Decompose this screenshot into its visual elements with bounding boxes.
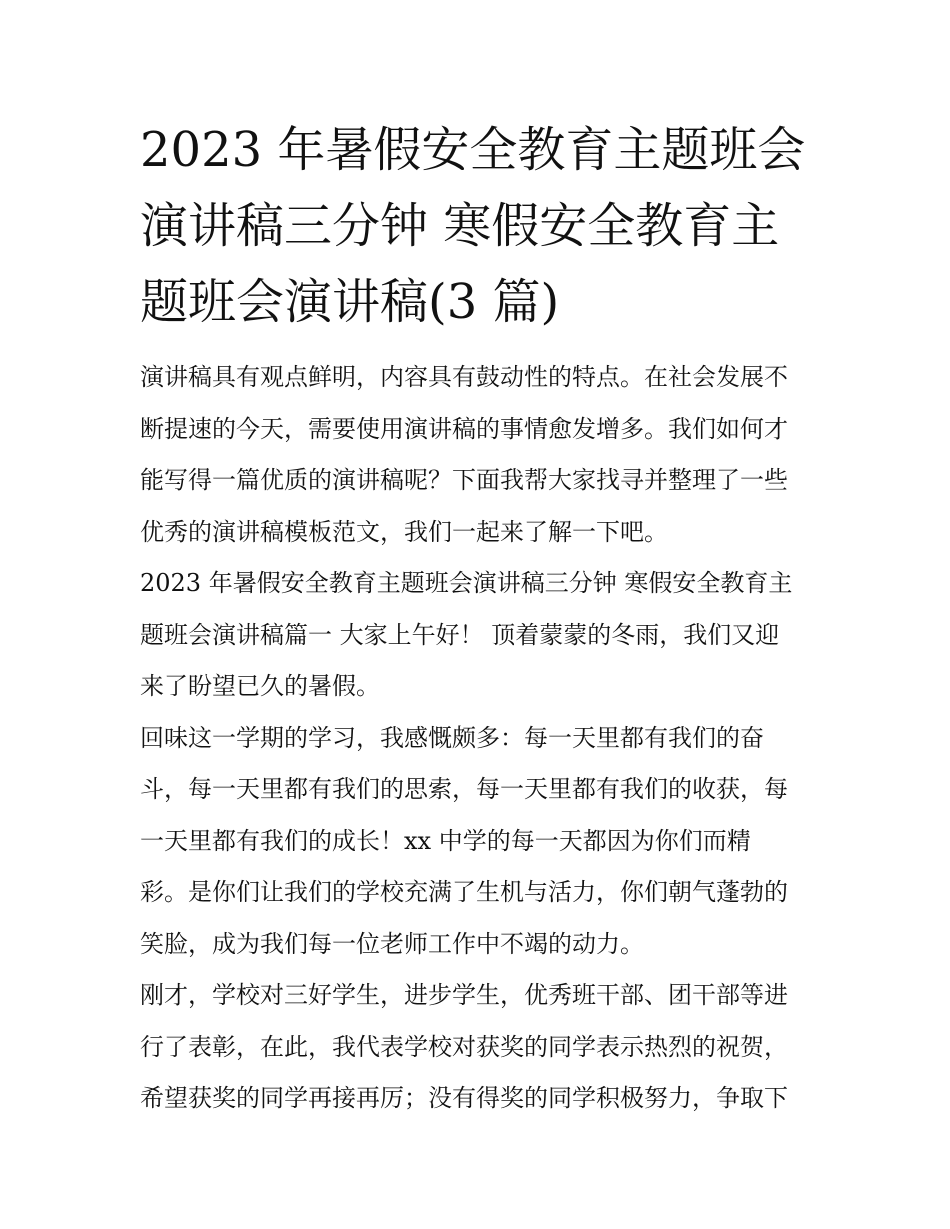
body-line: 笑脸，成为我们每一位老师工作中不竭的动力。 xyxy=(140,929,644,958)
body-line: 回味这一学期的学习，我感慨颇多：每一天里都有我们的奋 xyxy=(140,723,764,752)
body-line: 演讲稿具有观点鲜明，内容具有鼓动性的特点。在社会发展不 xyxy=(140,363,788,391)
body-line: 2023 年暑假安全教育主题班会演讲稿三分钟 寒假安全教育主 xyxy=(140,569,793,597)
body-line: 一天里都有我们的成长！xx 中学的每一天都因为你们而精 xyxy=(140,826,751,855)
body-line: 优秀的演讲稿模板范文，我们一起来了解一下吧。 xyxy=(140,517,668,546)
document-body xyxy=(140,352,820,1125)
body-line: 刚才，学校对三好学生，进步学生，优秀班干部、团干部等进 xyxy=(140,981,788,1009)
document-title xyxy=(140,112,820,340)
title-line-3: 题班会演讲稿(3 篇) xyxy=(140,274,560,330)
body-line: 斗，每一天里都有我们的思索，每一天里都有我们的收获，每 xyxy=(140,775,788,803)
body-line: 行了表彰，在此，我代表学校对获奖的同学表示热烈的祝贺， xyxy=(140,1032,788,1061)
title-line-1: 2023 年暑假安全教育主题班会 xyxy=(140,122,806,178)
body-line: 彩。是你们让我们的学校充满了生机与活力，你们朝气蓬勃的 xyxy=(140,878,788,906)
body-line: 题班会演讲稿篇一 大家上午好！ 顶着蒙蒙的冬雨，我们又迎 xyxy=(140,620,780,649)
body-line: 来了盼望已久的暑假。 xyxy=(140,672,380,700)
body-line: 希望获奖的同学再接再厉；没有得奖的同学积极努力，争取下 xyxy=(140,1084,788,1112)
title-line-2: 演讲稿三分钟 寒假安全教育主 xyxy=(140,198,780,254)
body-line: 能写得一篇优质的演讲稿呢？下面我帮大家找寻并整理了一些 xyxy=(140,466,788,494)
body-line: 断提速的今天，需要使用演讲稿的事情愈发增多。我们如何才 xyxy=(140,414,788,443)
